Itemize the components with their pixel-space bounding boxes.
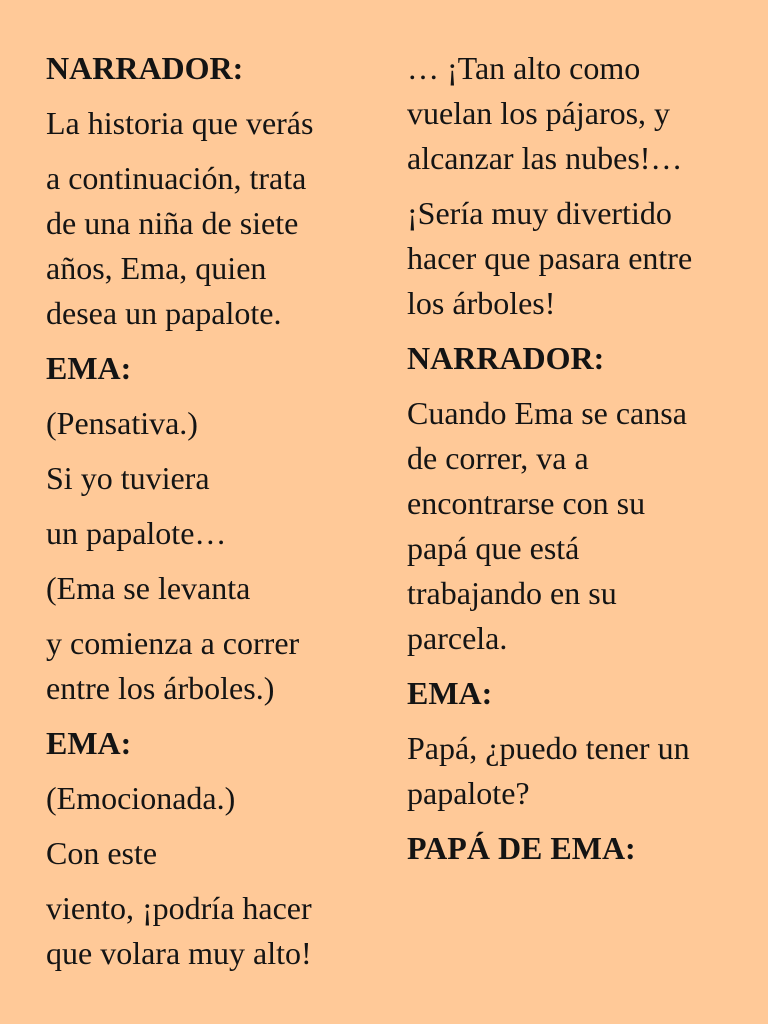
text-line: EMA: (407, 675, 493, 711)
text-line: (Ema se levanta (46, 570, 251, 606)
dialogue-paragraph (46, 456, 376, 501)
dialogue-paragraph (46, 621, 376, 711)
text-line: NARRADOR: (407, 340, 605, 376)
text-line: alcanzar las nubes!… (407, 140, 683, 176)
dialogue-paragraph (407, 46, 747, 181)
text-line: y comienza a correr (46, 625, 300, 661)
text-line: papalote? (407, 775, 530, 811)
text-line: EMA: (46, 725, 132, 761)
speaker-label (46, 346, 376, 391)
dialogue-paragraph (407, 191, 747, 326)
text-line: (Emocionada.) (46, 780, 236, 816)
dialogue-paragraph (46, 776, 376, 821)
text-line: Si yo tuviera (46, 460, 210, 496)
dialogue-paragraph (46, 401, 376, 446)
text-line: de una niña de siete (46, 205, 299, 241)
text-line: años, Ema, quien (46, 250, 267, 286)
text-line: trabajando en su (407, 575, 617, 611)
dialogue-paragraph (46, 566, 376, 611)
left-column (46, 46, 376, 986)
speaker-label (407, 826, 747, 871)
text-line: Papá, ¿puedo tener un (407, 730, 690, 766)
text-line: Con este (46, 835, 158, 871)
dialogue-paragraph (46, 831, 376, 876)
text-line: parcela. (407, 620, 508, 656)
text-line: viento, ¡podría hacer (46, 890, 312, 926)
text-line: Cuando Ema se cansa (407, 395, 687, 431)
text-line: los árboles! (407, 285, 556, 321)
text-line: (Pensativa.) (46, 405, 198, 441)
text-line: EMA: (46, 350, 132, 386)
dialogue-paragraph (46, 511, 376, 556)
text-line: NARRADOR: (46, 50, 244, 86)
text-line: entre los árboles.) (46, 670, 275, 706)
dialogue-paragraph (407, 726, 747, 816)
text-line: ¡Sería muy divertido (407, 195, 672, 231)
text-line: vuelan los pájaros, y (407, 95, 671, 131)
dialogue-paragraph (407, 391, 747, 661)
text-line: un papalote… (46, 515, 227, 551)
text-line: papá que está (407, 530, 580, 566)
text-line: La historia que verás (46, 105, 314, 141)
text-line: desea un papalote. (46, 295, 282, 331)
speaker-label (407, 671, 747, 716)
speaker-label (46, 721, 376, 766)
text-line: a continuación, trata (46, 160, 307, 196)
text-line: de correr, va a (407, 440, 589, 476)
dialogue-paragraph (46, 101, 376, 146)
dialogue-paragraph (46, 156, 376, 336)
dialogue-paragraph (46, 886, 376, 976)
text-line: PAPÁ DE EMA: (407, 830, 636, 866)
text-line: encontrarse con su (407, 485, 646, 521)
speaker-label (46, 46, 376, 91)
speaker-label (407, 336, 747, 381)
text-line: que volara muy alto! (46, 935, 312, 971)
right-column (407, 46, 747, 881)
text-line: hacer que pasara entre (407, 240, 693, 276)
text-line: … ¡Tan alto como (407, 50, 641, 86)
